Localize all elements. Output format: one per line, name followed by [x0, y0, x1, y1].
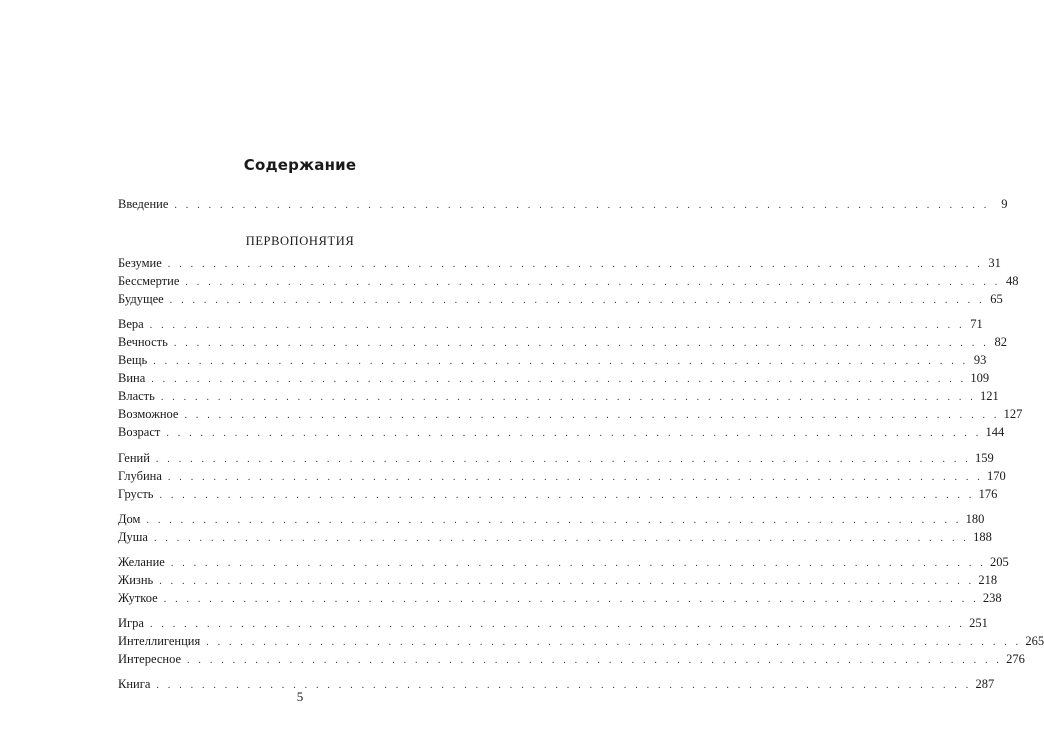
leader-dots: . . . . . . . . . . . . . . . . . . . . . . . . . . . . . . . . . . . . . . . . . . . . . . . . . . . . . . . . . . . . . . . . . . . . . . . .	[170, 558, 986, 569]
toc-entry-page: 9	[1001, 197, 1008, 211]
leader-dots: . . . . . . . . . . . . . . . . . . . . . . . . . . . . . . . . . . . . . . . . . . . . . . . . . . . . . . . . . . . . . . . . . . . . . . . .	[156, 680, 972, 691]
leader-dots: . . . . . . . . . . . . . . . . . . . . . . . . . . . . . . . . . . . . . . . . . . . . . . . . . . . . . . . . . . . . . . . . . . . . . . . .	[160, 392, 976, 403]
toc-entry	[118, 632, 1044, 650]
toc-entry-page: 265	[1025, 634, 1044, 648]
leader-dots: . . . . . . . . . . . . . . . . . . . . . . . . . . . . . . . . . . . . . . . . . . . . . . . . . . . . . . . . . . . . . . . . . . . . . . . .	[166, 428, 982, 439]
toc-entry-label: Безумие	[118, 256, 162, 270]
toc-entry	[118, 553, 1009, 571]
toc-entry-label: Вера	[118, 317, 144, 331]
toc-entry-label: Гений	[118, 451, 150, 465]
toc-entry-page: 176	[978, 487, 998, 501]
toc-entry-page: 65	[990, 292, 1003, 306]
leader-dots: . . . . . . . . . . . . . . . . . . . . . . . . . . . . . . . . . . . . . . . . . . . . . . . . . . . . . . . . . . . . . . . . . . . . . . . .	[155, 454, 972, 465]
leader-dots: . . . . . . . . . . . . . . . . . . . . . . . . . . . . . . . . . . . . . . . . . . . . . . . . . . . . . . . . . . . . . . . . . . . . . . . .	[169, 295, 985, 306]
toc-entry-page: 93	[973, 353, 987, 367]
toc-entry	[118, 272, 1019, 290]
toc-entry-page: 109	[970, 371, 990, 385]
toc-entry-label: Возможное	[118, 407, 179, 421]
toc-entry-label: Жизнь	[118, 573, 154, 587]
toc-entry	[118, 254, 1001, 272]
toc-entry	[118, 510, 985, 528]
section-title: ПЕРВОПОНЯТИЯ	[245, 234, 355, 248]
toc-entry-page: 205	[989, 555, 1009, 569]
toc-entry-label: Душа	[118, 530, 148, 544]
toc-entry-label: Интересное	[118, 652, 182, 666]
leader-dots: . . . . . . . . . . . . . . . . . . . . . . . . . . . . . . . . . . . . . . . . . . . . . . . . . . . . . . . . . . . . . . . . . . . . . . . .	[167, 259, 983, 270]
leader-dots: . . . . . . . . . . . . . . . . . . . . . . . . . . . . . . . . . . . . . . . . . . . . . . . . . . . . . . . . . . . . . . . . . . . . . . . .	[173, 338, 989, 349]
leader-dots: . . . . . . . . . . . . . . . . . . . . . . . . . . . . . . . . . . . . . . . . . . . . . . . . . . . . . . . . . . . . . . . . . . . . . . . .	[149, 619, 966, 630]
toc-entry	[118, 405, 1023, 423]
toc-entry	[118, 315, 983, 333]
toc-entry-label: Введение	[118, 197, 169, 211]
toc-entry-intro	[118, 195, 1008, 213]
leader-dots: . . . . . . . . . . . . . . . . . . . . . . . . . . . . . . . . . . . . . . . . . . . . . . . . . . . . . . . . . . . . . . . . . . . . . . . .	[159, 576, 975, 587]
toc-entry-label: Будущее	[118, 292, 164, 306]
toc-entry	[118, 333, 1007, 351]
toc-entry-label: Интеллигенция	[118, 634, 201, 648]
leader-dots: . . . . . . . . . . . . . . . . . . . . . . . . . . . . . . . . . . . . . . . . . . . . . . . . . . . . . . . . . . . . . . . . . . . . . . . .	[151, 374, 967, 385]
toc-entry-page: 159	[975, 451, 994, 465]
toc-entry-page: 31	[988, 256, 1001, 270]
toc-entry-page: 276	[1006, 652, 1025, 666]
toc-entry-page: 251	[969, 616, 988, 630]
toc-entry	[118, 571, 998, 589]
toc-entry-label: Книга	[118, 677, 151, 691]
leader-dots: . . . . . . . . . . . . . . . . . . . . . . . . . . . . . . . . . . . . . . . . . . . . . . . . . . . . . . . . . . . . . . . . . . . . . . . .	[163, 594, 979, 605]
toc-entry-page: 48	[1006, 274, 1019, 288]
toc-entry-page: 188	[973, 530, 992, 544]
toc-entry	[118, 423, 1005, 441]
leader-dots: . . . . . . . . . . . . . . . . . . . . . . . . . . . . . . . . . . . . . . . . . . . . . . . . . . . . . . . . . . . . . . . . . . . . . . . .	[153, 356, 969, 367]
leader-dots: . . . . . . . . . . . . . . . . . . . . . . . . . . . . . . . . . . . . . . . . . . . . . . . . . . . . . . . . . . . . . . . . . . . . . . . .	[184, 410, 1000, 421]
toc-entry-page: 127	[1003, 407, 1023, 421]
toc-entry	[118, 351, 987, 369]
leader-dots: . . . . . . . . . . . . . . . . . . . . . . . . . . . . . . . . . . . . . . . . . . . . . . . . . . . . . . . . . . . . . . . . . . . . . . . .	[187, 655, 1003, 666]
toc-entry-label: Желание	[118, 555, 165, 569]
toc-entry-label: Жуткое	[118, 591, 158, 605]
toc-entry-label: Возраст	[118, 425, 161, 439]
toc-entry-label: Вина	[118, 371, 146, 385]
toc-entry-label: Дом	[118, 512, 141, 526]
toc-entry-page: 71	[970, 317, 983, 331]
toc-entry-label: Власть	[118, 389, 155, 403]
toc-entry-page: 144	[985, 425, 1005, 439]
leader-dots: . . . . . . . . . . . . . . . . . . . . . . . . . . . . . . . . . . . . . . . . . . . . . . . . . . . . . . . . . . . . . . . . . . . . . . . .	[174, 200, 990, 211]
toc-entry-label: Бессмертие	[118, 274, 180, 288]
page-title: Содержание	[243, 156, 357, 174]
leader-dots: . . . . . . . . . . . . . . . . . . . . . . . . . . . . . . . . . . . . . . . . . . . . . . . . . . . . . . . . . . . . . . . . . . . . . . . .	[167, 472, 984, 483]
toc-entry-page: 170	[987, 469, 1006, 483]
leader-dots: . . . . . . . . . . . . . . . . . . . . . . . . . . . . . . . . . . . . . . . . . . . . . . . . . . . . . . . . . . . . . . . . . . . . . . . .	[159, 490, 975, 501]
toc-entry-page: 121	[979, 389, 999, 403]
toc-entry	[118, 467, 1006, 485]
toc-entry	[118, 290, 1003, 308]
leader-dots: . . . . . . . . . . . . . . . . . . . . . . . . . . . . . . . . . . . . . . . . . . . . . . . . . . . . . . . . . . . . . . . . . . . . . . . .	[206, 637, 1022, 648]
toc-entry-label: Игра	[118, 616, 144, 630]
toc-entry-label: Глубина	[118, 469, 162, 483]
toc-entry-page: 238	[982, 591, 1002, 605]
leader-dots: . . . . . . . . . . . . . . . . . . . . . . . . . . . . . . . . . . . . . . . . . . . . . . . . . . . . . . . . . . . . . . . . . . . . . . . .	[185, 277, 1001, 288]
toc-entry-label: Вещь	[118, 353, 148, 367]
toc-entry	[118, 614, 988, 632]
leader-dots: . . . . . . . . . . . . . . . . . . . . . . . . . . . . . . . . . . . . . . . . . . . . . . . . . . . . . . . . . . . . . . . . . . . . . . . .	[149, 320, 965, 331]
toc-entry	[118, 485, 998, 503]
toc-entry-label: Вечность	[118, 335, 168, 349]
toc-entry-page: 180	[965, 512, 985, 526]
toc-entry-page: 287	[975, 677, 995, 691]
leader-dots: . . . . . . . . . . . . . . . . . . . . . . . . . . . . . . . . . . . . . . . . . . . . . . . . . . . . . . . . . . . . . . . . . . . . . . . .	[153, 533, 970, 544]
toc-entry	[118, 589, 1002, 607]
toc-entry-page: 218	[978, 573, 998, 587]
toc-entry	[118, 387, 999, 405]
page-number: 5	[296, 689, 304, 704]
toc-entry	[118, 528, 992, 546]
toc-entry-label: Грусть	[118, 487, 154, 501]
toc-entry	[118, 369, 990, 387]
toc-entry	[118, 449, 994, 467]
leader-dots: . . . . . . . . . . . . . . . . . . . . . . . . . . . . . . . . . . . . . . . . . . . . . . . . . . . . . . . . . . . . . . . . . . . . . . . .	[146, 515, 962, 526]
toc-entry	[118, 650, 1025, 668]
toc-entry-page: 82	[994, 335, 1007, 349]
